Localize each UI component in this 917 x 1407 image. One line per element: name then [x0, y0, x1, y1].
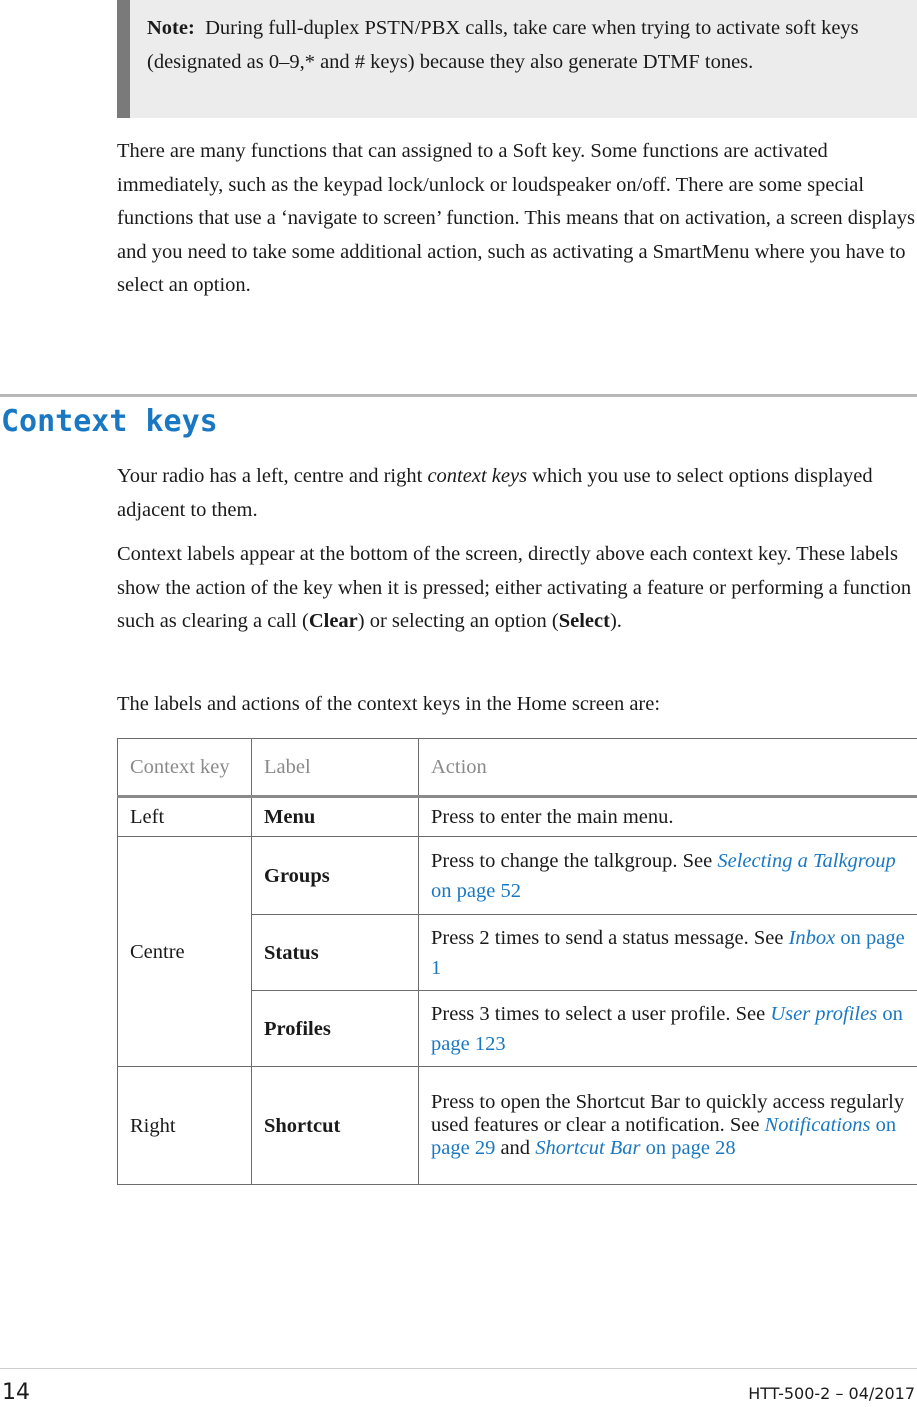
action-cell: Press 2 times to send a status message. See Inbox on page 1: [419, 915, 917, 991]
context-keys-paragraph-3: The labels and actions of the context keys in the Home screen are:: [117, 693, 661, 715]
label-cell: Menu: [252, 797, 419, 837]
notifications-link[interactable]: Notifications on page 29: [431, 1114, 897, 1159]
action-cell: Press to open the Shortcut Bar to quickly access regularly used features or clear a notification. See Notifications on page 29 and Shortcut Bar on page 28: [419, 1067, 917, 1185]
key-cell: Left: [118, 797, 252, 837]
label-cell: Profiles: [252, 991, 419, 1067]
label-cell: Groups: [252, 837, 419, 915]
context-keys-paragraph-1: Your radio has a left, centre and right context keys which you use to select options displayed adjacent to them.: [117, 465, 873, 521]
table-row: [118, 1067, 917, 1185]
note-text: During full-duplex PSTN/PBX calls, take care when trying to activate soft keys (designated as 0–9,* and # keys) because they also generate DTMF tones.: [147, 17, 859, 73]
key-cell: Centre: [118, 837, 252, 1067]
shortcut-bar-link[interactable]: Shortcut Bar on page 28: [535, 1137, 736, 1159]
context-keys-emphasis: context keys: [427, 465, 528, 487]
label-cell: Status: [252, 915, 419, 991]
section-divider: [0, 394, 917, 397]
clear-term: Clear: [308, 610, 358, 632]
table-header-row: [118, 739, 917, 797]
intro-paragraph: There are many functions that can assigned to a Soft key. Some functions are activated immediately, such as the keypad lock/unlock or loudspeaker on/off. There are some special functions that use a ‘navigate to screen’ function. This means that on activation, a screen displays and you need to take some additional action, such as activating a SmartMenu where you have to select an option.: [117, 140, 915, 296]
action-cell: Press to enter the main menu.: [419, 797, 917, 837]
document-id: HTT-500-2 – 04/2017: [748, 1384, 915, 1403]
select-term: Select: [558, 610, 610, 632]
header-context-key: Context key: [118, 739, 252, 797]
page-number: 14: [2, 1380, 30, 1405]
key-cell: Right: [118, 1067, 252, 1185]
selecting-talkgroup-link[interactable]: Selecting a Talkgroup on page 52: [431, 849, 896, 902]
footer-divider: [0, 1368, 917, 1369]
note-box: [117, 0, 917, 118]
section-title: Context keys: [1, 404, 218, 439]
context-keys-table: [117, 738, 917, 1185]
inbox-link[interactable]: Inbox on page 1: [431, 926, 905, 979]
note-label: Note:: [147, 17, 195, 39]
label-cell: Shortcut: [252, 1067, 419, 1185]
user-profiles-link[interactable]: User profiles on page 123: [431, 1002, 903, 1055]
header-label: Label: [252, 739, 419, 797]
action-cell: Press to change the talkgroup. See Selecting a Talkgroup on page 52: [419, 837, 917, 915]
header-action: Action: [419, 739, 917, 797]
table-row: [118, 797, 917, 837]
context-keys-paragraph-2: Context labels appear at the bottom of the screen, directly above each context key. These labels show the action of the key when it is pressed; either activating a feature or performing a function such as clearing a call (Clear) or selecting an option (Select).: [117, 543, 912, 632]
table-row: [118, 837, 917, 915]
action-cell: Press 3 times to select a user profile. See User profiles on page 123: [419, 991, 917, 1067]
